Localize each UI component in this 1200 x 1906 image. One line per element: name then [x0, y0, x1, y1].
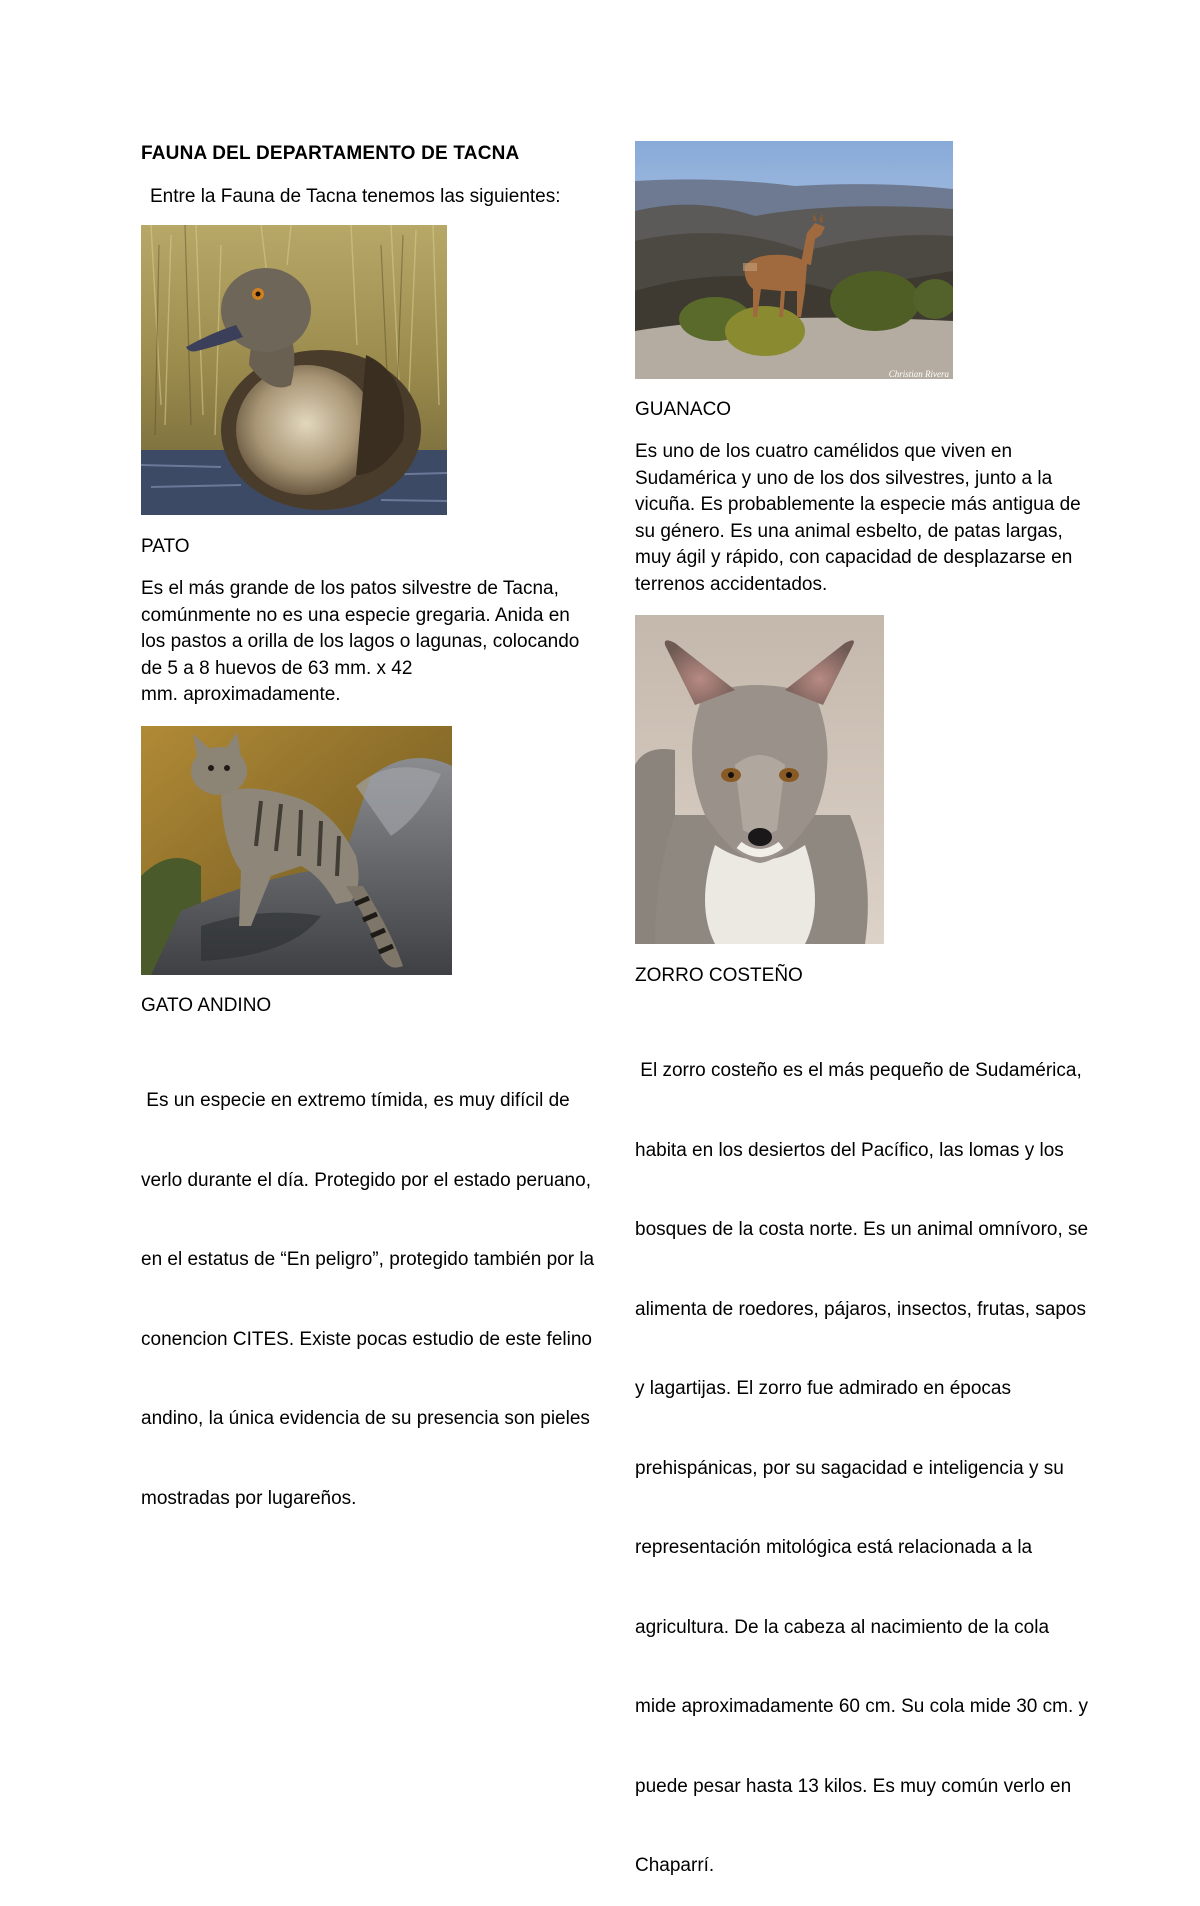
pato-heading: PATO: [141, 536, 190, 557]
gato-andino-heading: GATO ANDINO: [141, 995, 272, 1016]
fox-photo: [635, 615, 884, 944]
guanaco-description: Es uno de los cuatro camélidos que viven en Sudamérica y uno de los dos silvestres, junto a la vicuña. Es probablemente la especie más antigua de su género. Es una animal esbelto, de patas largas, muy ágil y rápido, con capacidad de desplazarse en terrenos accidentados.: [635, 441, 1081, 595]
guanaco-photo: [635, 141, 953, 379]
zorro-heading: ZORRO COSTEÑO: [635, 965, 803, 986]
duck-photo: [141, 225, 447, 515]
zorro-description: El zorro costeño es el más pequeño de Sudamérica, habita en los desiertos del Pacífico, las lomas y los bosques de la costa norte. Es un animal omnívoro, se alimenta de roedores, pájaros, insectos, frutas, sapos y lagartijas. El zorro fue admirado en épocas prehispánicas, por su sagacidad e inteligencia y su representación mitológica está relacionada a la agricultura. De la cabeza al nacimiento de la cola mide aproximadamente 60 cm. Su cola mide 30 cm. y puede pesar hasta 13 kilos. Es muy común verlo en Chaparrí.: [635, 1060, 1089, 1876]
gato-andino-description: Es un especie en extremo tímida, es muy difícil de verlo durante el día. Protegido por el estado peruano, en el estatus de “En peligro”, protegido también por la conencion CITES. Existe pocas estudio de este felino andino, la única evidencia de su presencia son pieles mostradas por lugareños.: [141, 1090, 595, 1509]
pato-description: Es el más grande de los patos silvestre de Tacna, comúnmente no es una especie gregaria. Anida en los pastos a orilla de los lagos o lagunas, colocando de 5 a 8 huevos de 63 mm. x 42 mm. aproximadamente.: [141, 578, 580, 705]
page-title: FAUNA DEL DEPARTAMENTO DE TACNA: [141, 143, 520, 164]
andean-cat-photo: [141, 726, 452, 975]
photo-credit: Christian Rivera: [888, 369, 949, 379]
intro-text: Entre la Fauna de Tacna tenemos las siguientes:: [150, 186, 561, 207]
guanaco-heading: GUANACO: [635, 399, 732, 420]
